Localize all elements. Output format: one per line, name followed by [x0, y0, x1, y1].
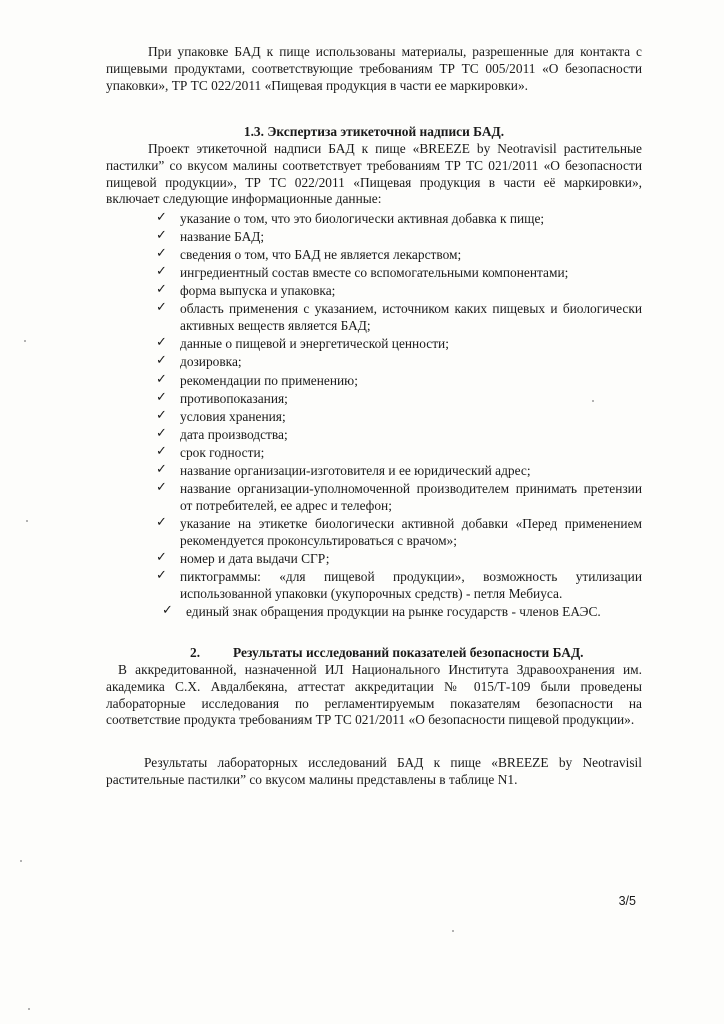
checkmark-icon: ✓	[156, 246, 167, 262]
checklist-item-text: единый знак обращения продукции на рынке государств - членов ЕАЭС.	[186, 603, 601, 619]
page-number: 3/5	[618, 894, 636, 908]
checklist-item	[156, 283, 642, 300]
checklist-item-text: пиктограммы: «для пищевой продукции», возможность утилизации использованной упаковки (укупорочных средств) - петля Мебиуса.	[180, 568, 642, 601]
checkmark-icon: ✓	[156, 264, 167, 280]
checklist-item-text: противопоказания;	[180, 390, 288, 406]
checklist-item-text: область применения с указанием, источником каких пищевых и биологически активных веществ является БАД;	[180, 301, 642, 334]
checkmark-icon: ✓	[156, 228, 167, 244]
checklist-item-text: условия хранения;	[180, 408, 286, 424]
checkmark-icon: ✓	[156, 282, 167, 298]
checkmark-icon: ✓	[156, 389, 167, 405]
section-1-3-heading: 1.3. Экспертиза этикеточной надписи БАД.	[243, 124, 505, 139]
checklist-item	[156, 211, 642, 228]
checklist-item-text: форма выпуска и упаковка;	[180, 283, 336, 299]
checklist-item	[156, 445, 642, 462]
checklist-item	[156, 409, 642, 426]
checklist-item-text: дозировка;	[180, 354, 242, 370]
checklist-item	[162, 604, 642, 621]
checklist-item	[156, 229, 642, 246]
checkmark-icon: ✓	[156, 480, 167, 496]
checklist-item	[156, 516, 642, 550]
scan-speck	[28, 1008, 30, 1010]
checkmark-icon: ✓	[156, 515, 167, 530]
checklist-item	[156, 427, 642, 444]
checklist-item-text: указание о том, что это биологически активная добавка к пище;	[180, 211, 545, 226]
checklist-item-text: ингредиентный состав вместе со вспомогательными компонентами;	[180, 265, 569, 281]
checklist-item-text: название БАД;	[180, 229, 265, 245]
checklist-item	[156, 265, 642, 282]
checkmark-icon: ✓	[156, 300, 167, 316]
section-2-number: 2.	[190, 645, 201, 660]
scan-speck	[452, 930, 454, 932]
checklist-item	[156, 301, 642, 335]
scan-speck	[26, 520, 28, 522]
checkmark-icon: ✓	[162, 602, 173, 618]
intro-paragraph: При упаковке БАД к пище использованы материалы, разрешенные для контакта с пищевыми продуктами, соответствующие требованиям ТР ТС 005/2011 «О безопасности упаковки», ТР ТС 022/2011 «Пищевая продукция в части ее маркировки».	[106, 44, 642, 93]
checklist-item-text: рекомендации по применению;	[180, 372, 358, 388]
checkmark-icon: ✓	[156, 443, 167, 459]
checklist-item-text: дата производства;	[180, 426, 288, 442]
checklist-item-text: название организации-уполномоченной производителем принимать претензии от потребителей, ее адрес и телефон;	[180, 481, 642, 513]
checklist-item-text: номер и дата выдачи СГР;	[180, 550, 330, 566]
checklist-item	[156, 551, 642, 568]
checklist-item	[156, 247, 642, 264]
checkmark-icon: ✓	[156, 549, 167, 565]
checkmark-icon: ✓	[156, 371, 167, 387]
checklist-item	[156, 481, 642, 515]
checklist-item-text: данные о пищевой и энергетической ценности;	[180, 336, 449, 352]
checkmark-icon: ✓	[156, 210, 167, 225]
checkmark-icon: ✓	[156, 425, 167, 441]
checklist-item-text: указание на этикетке биологически активной добавки «Перед применением рекомендуется проконсультироваться с врачом»;	[180, 516, 642, 548]
checkmark-icon: ✓	[156, 353, 167, 369]
checklist-item-text: срок годности;	[180, 444, 265, 460]
section-2-paragraph-1: В аккредитованной, назначенной ИЛ Национального Института Здравоохранения им. академика С.Х. Авдалбекяна, аттестат аккредитации № 015/Т-109 были проведены лабораторные исследования по регламентируемым показателям безопасности на соответствие продукта требованиям ТР ТС 021/2011 «О безопасности пищевой продукции».	[106, 662, 642, 728]
checklist-item-text: название организации-изготовителя и ее юридический адрес;	[180, 463, 531, 479]
scan-speck	[20, 860, 22, 862]
label-requirements-checklist	[156, 211, 642, 622]
checkmark-icon: ✓	[156, 567, 167, 583]
scan-speck	[24, 340, 26, 342]
checklist-item-text: сведения о том, что БАД не является лекарством;	[180, 247, 462, 263]
section-1-3-paragraph: Проект этикеточной надписи БАД к пище «BREEZE by Neotravisil растительные пастилки” со вкусом малины соответствует требованиям ТР ТС 021/2011 «О безопасности пищевой продукции», ТР ТС 022/2011 «Пищевая продукция в части её маркировки», включает следующие информационные данные:	[106, 141, 642, 207]
checklist-item	[156, 391, 642, 408]
section-2-paragraph-2: Результаты лабораторных исследований БАД к пище «BREEZE by Neotravisil растительные пастилки” со вкусом малины представлены в таблице N1.	[106, 755, 642, 787]
section-2-title: Результаты исследований показателей безопасности БАД.	[233, 645, 584, 660]
checklist-item	[156, 569, 642, 603]
scan-speck	[592, 400, 594, 402]
checkmark-icon: ✓	[156, 462, 167, 478]
checklist-item	[156, 336, 642, 353]
checkmark-icon: ✓	[156, 407, 167, 423]
checklist-item	[156, 373, 642, 390]
checklist-item	[156, 354, 642, 371]
checklist-item	[156, 463, 642, 480]
checkmark-icon: ✓	[156, 335, 167, 351]
